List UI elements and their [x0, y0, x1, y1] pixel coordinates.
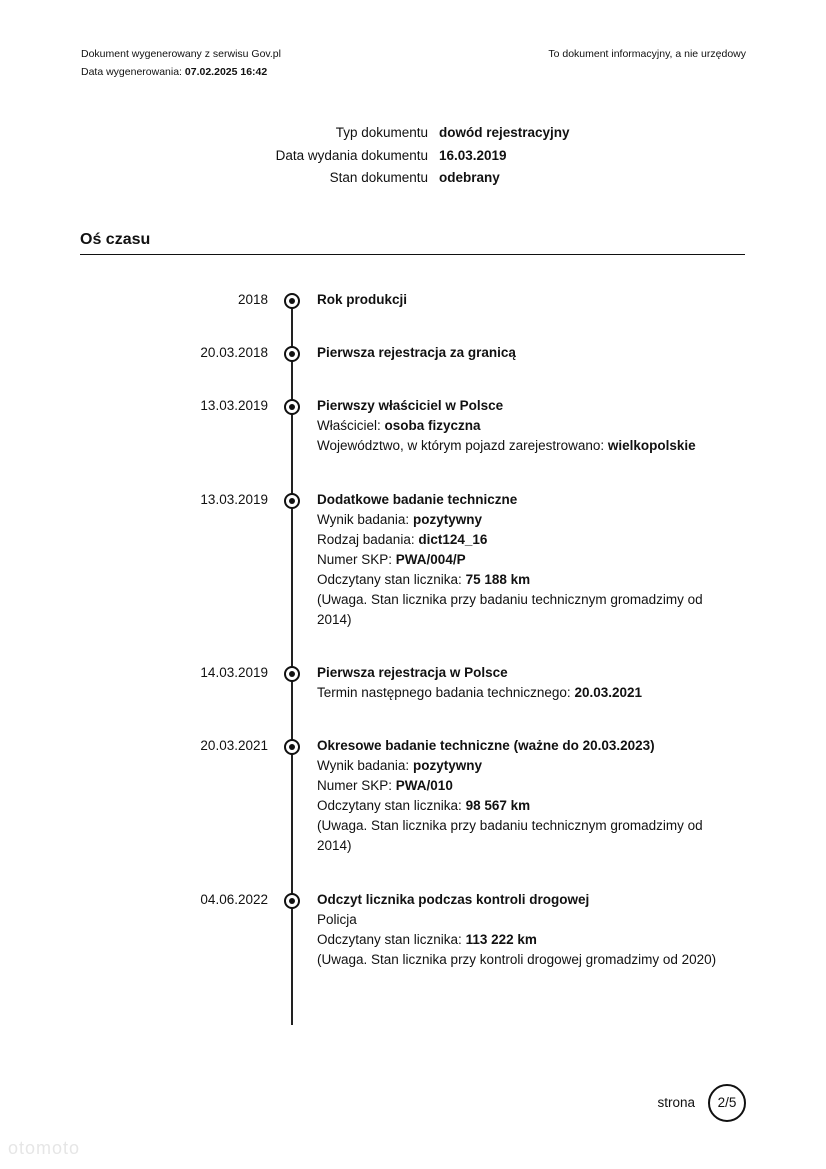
event-date: 14.03.2019	[200, 665, 268, 680]
event-note: (Uwaga. Stan licznika przy badaniu technicznym gromadzimy od 2014)	[317, 592, 703, 627]
event-detail: Odczytany stan licznika: 113 222 km	[317, 932, 537, 947]
event-detail: Odczytany stan licznika: 75 188 km	[317, 572, 531, 587]
watermark: otomoto	[8, 1138, 81, 1158]
page-label: strona	[657, 1095, 695, 1110]
event-title: Pierwsza rejestracja za granicą	[317, 345, 516, 360]
section-divider	[80, 254, 745, 255]
event-date: 04.06.2022	[200, 892, 268, 907]
event-date: 13.03.2019	[200, 492, 268, 507]
timeline-dot-icon	[284, 293, 300, 309]
event-date: 13.03.2019	[200, 398, 268, 413]
event-body	[317, 736, 717, 856]
event-detail: Wynik badania: pozytywny	[317, 758, 482, 773]
event-detail: Odczytany stan licznika: 98 567 km	[317, 798, 531, 813]
event-body	[317, 663, 717, 703]
timeline-dot-icon	[284, 666, 300, 682]
event-body	[317, 890, 717, 970]
meta-row-issue-date	[0, 148, 826, 171]
event-title: Dodatkowe badanie techniczne	[317, 492, 518, 507]
page-number-badge: 2/5	[708, 1084, 746, 1122]
event-body	[317, 490, 717, 630]
event-title: Pierwszy właściciel w Polsce	[317, 398, 504, 413]
event-detail: Policja	[317, 912, 357, 927]
event-date: 2018	[237, 292, 268, 307]
event-detail: Numer SKP: PWA/004/P	[317, 552, 466, 567]
source-line: Dokument wygenerowany z serwisu Gov.pl	[81, 48, 281, 60]
event-detail: Właściciel: osoba fizyczna	[317, 418, 481, 433]
section-title: Oś czasu	[80, 231, 151, 248]
document-meta	[0, 125, 826, 193]
event-body	[317, 396, 717, 456]
generation-date-value: 07.02.2025 16:42	[184, 66, 268, 78]
event-note: (Uwaga. Stan licznika przy badaniu technicznym gromadzimy od 2014)	[317, 818, 703, 853]
event-title: Rok produkcji	[317, 292, 408, 307]
event-detail: Rodzaj badania: dict124_16	[317, 532, 488, 547]
meta-value: dowód rejestracyjny	[439, 125, 570, 140]
generation-date-label: Data wygenerowania:	[81, 66, 182, 78]
event-detail: Numer SKP: PWA/010	[317, 778, 453, 793]
meta-value: 16.03.2019	[439, 147, 507, 163]
timeline-dot-icon	[284, 493, 300, 509]
meta-label: Stan dokumentu	[329, 170, 428, 185]
event-date: 20.03.2021	[200, 738, 268, 753]
meta-label: Data wydania dokumentu	[275, 147, 428, 163]
meta-label: Typ dokumentu	[335, 125, 428, 140]
timeline-dot-icon	[284, 739, 300, 755]
event-title: Pierwsza rejestracja w Polsce	[317, 665, 508, 680]
event-body	[317, 343, 717, 363]
timeline-dot-icon	[284, 346, 300, 362]
generation-date	[81, 63, 281, 81]
event-title: Okresowe badanie techniczne (ważne do 20.03.2023)	[317, 738, 655, 753]
meta-row-status	[0, 170, 826, 193]
event-detail: Wynik badania: pozytywny	[317, 512, 482, 527]
event-date: 20.03.2018	[200, 345, 268, 360]
event-body	[317, 290, 717, 310]
event-detail: Województwo, w którym pojazd zarejestrowano: wielkopolskie	[317, 438, 696, 453]
event-detail: Termin następnego badania technicznego: 20.03.2021	[317, 685, 643, 700]
meta-row-type	[0, 125, 826, 148]
meta-value: odebrany	[439, 170, 500, 185]
event-note: (Uwaga. Stan licznika przy kontroli drogowej gromadzimy od 2020)	[317, 952, 717, 967]
timeline-dot-icon	[284, 893, 300, 909]
event-title: Odczyt licznika podczas kontroli drogowej	[317, 892, 590, 907]
header-left	[81, 45, 281, 81]
timeline-dot-icon	[284, 399, 300, 415]
disclaimer: To dokument informacyjny, a nie urzędowy	[548, 48, 746, 60]
